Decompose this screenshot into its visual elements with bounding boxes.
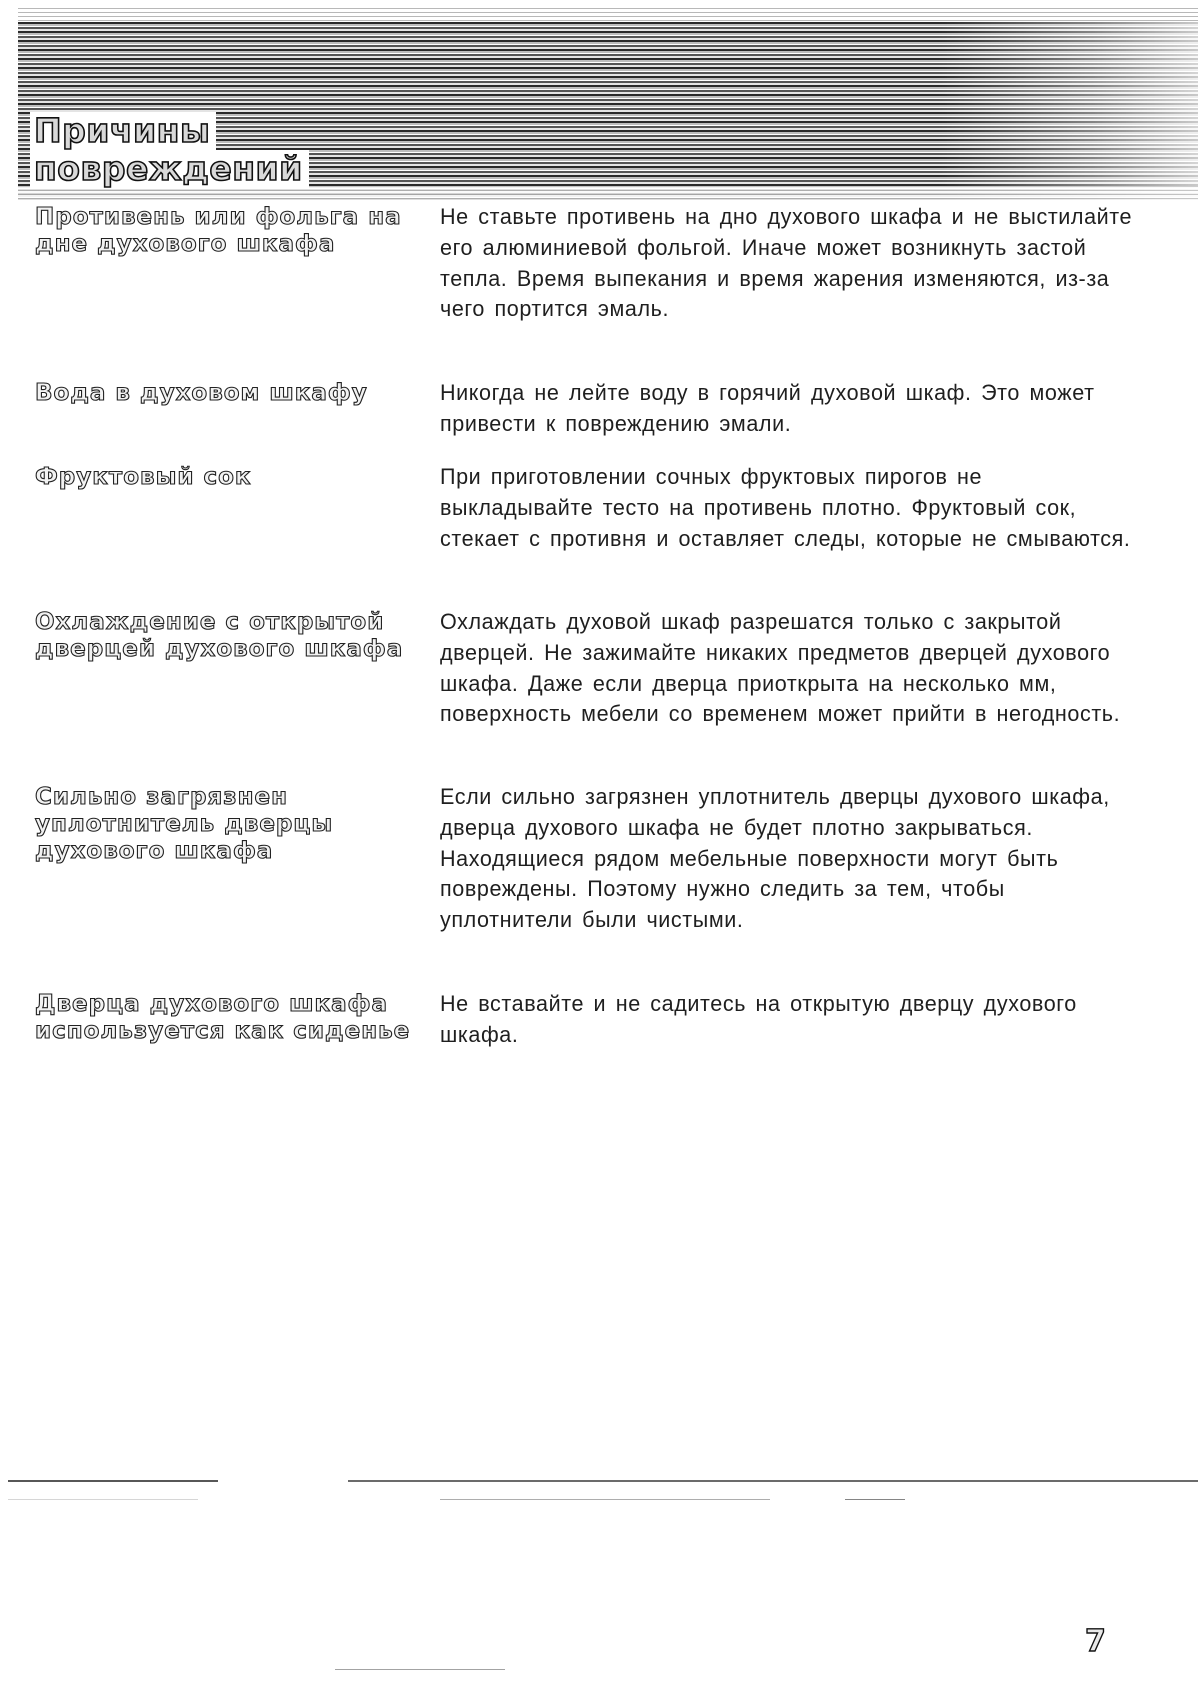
damage-cause-row [35,782,1155,989]
header-stripes-fade [18,186,1198,200]
explanation-text: Никогда не лейте воду в горячий духовой шкаф. Это может привести к повреждению эмали. [440,380,1095,436]
damage-cause-row [35,378,1155,462]
cause-explanation [440,378,1141,440]
cause-heading: Охлаждение с открытой дверцей духового шкафа [35,609,404,662]
footer-divider-faint [845,1499,905,1500]
damage-cause-row [35,607,1155,782]
damage-cause-row [35,462,1155,607]
footer-divider [8,1480,218,1482]
cause-explanation [440,782,1141,936]
bottom-divider [335,1669,505,1670]
footer-divider-faint [8,1499,198,1500]
page-title [30,112,320,188]
footer-divider-faint [440,1499,770,1500]
cause-heading: Противень или фольга на дне духового шкафа [35,204,402,257]
page-title-line-1: Причины [30,112,216,150]
cause-explanation [440,607,1141,730]
page-title-line-2: повреждений [30,150,309,188]
cause-heading: Дверца духового шкафа используется как сиденье [35,991,411,1044]
explanation-text: Не вставайте и не садитесь на открытую дверцу духового шкафа. [440,991,1077,1047]
explanation-text: Если сильно загрязнен уплотнитель дверцы духового шкафа, дверца духового шкафа не будет плотно закрываться. Находящиеся рядом мебельные поверхности могут быть повреждены. Поэтому нужно следить за тем, чтобы уплотнители были чистыми. [440,784,1110,933]
cause-explanation [440,462,1141,554]
cause-heading: Вода в духовом шкафу [35,380,368,406]
cause-explanation [440,989,1141,1051]
damage-cause-row [35,202,1155,378]
cause-heading: Сильно загрязнен уплотнитель дверцы духового шкафа [35,784,334,864]
cause-heading: Фруктовый сок [35,464,252,490]
damage-causes-list [35,202,1155,1099]
header-stripes-top [18,8,1198,22]
explanation-text: Охлаждать духовой шкаф разрешатся только с закрытой дверцей. Не зажимайте никаких предметов дверцей духового шкафа. Даже если дверца приоткрыта на несколько мм, поверхность мебели со временем может прийти в негодность. [440,609,1121,727]
page-number: 7 [1085,1624,1106,1659]
damage-cause-row [35,989,1155,1099]
explanation-text: При приготовлении сочных фруктовых пирогов не выкладывайте тесто на противень плотно. Фруктовый сок, стекает с противня и оставляет следы, которые не смываются. [440,464,1131,551]
explanation-text: Не ставьте противень на дно духового шкафа и не выстилайте его алюминиевой фольгой. Иначе может возникнуть застой тепла. Время выпекания и время жарения изменяются, из-за чего портится эмаль. [440,204,1133,322]
footer-divider [348,1480,1198,1482]
cause-explanation [440,202,1141,325]
